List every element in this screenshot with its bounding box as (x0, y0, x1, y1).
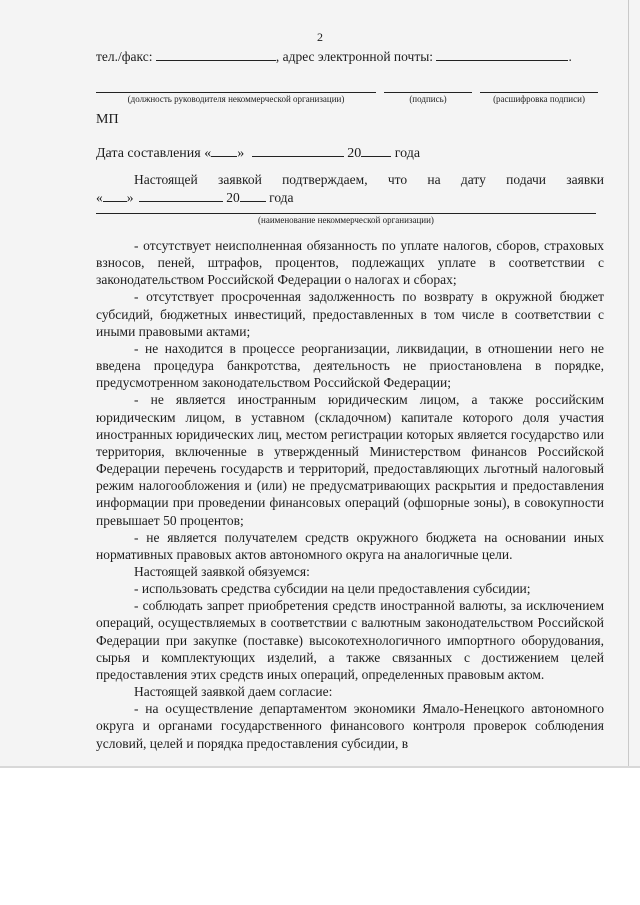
paragraph: - не является иностранным юридическим лицом, а также российским юридическим лицом, в уставном (складочном) капитале которого доля участия иностранных юридических лиц, местом регистрации которых является государство или территория, включенные в утвержденный Министерством финансов Российской Федерации перечень государств и территорий, предоставляющих льготный налоговый режим налогообложения и (или) не предусматривающих раскрытия и предоставления информации при проведении финансовых операций (офшорные зоны), в совокупности превышает 50 процентов; (96, 392, 604, 528)
signature-line (384, 91, 472, 93)
paragraph: - на осуществление департаментом экономики Ямало-Ненецкого автономного округа и органами государственного финансового контроля проверок соблюдения условий, целей и порядка предоставления субсидии, в (96, 701, 604, 751)
position-line (96, 91, 376, 93)
confirm-year-suffix: года (269, 190, 294, 205)
date-year-suffix: года (394, 146, 421, 161)
confirm-word: подтверждаем, (282, 172, 368, 187)
paragraph: - отсутствует просроченная задолженность по возврату в окружной бюджет субсидий, бюджетных инвестиций, предоставленных в том числе в соответствии с иными правовыми актами; (96, 289, 604, 339)
end-mark: . (568, 49, 572, 64)
date-year-prefix: 20 (347, 146, 362, 161)
confirm-open-quote: « (96, 190, 103, 205)
confirm-line (96, 172, 604, 188)
org-name-line (96, 212, 596, 214)
paragraph: - использовать средства субсидии на цели предоставления субсидии; (134, 581, 531, 597)
confirm-word: подачи (506, 172, 547, 187)
confirm-word: заявки (566, 172, 604, 187)
confirm-year-prefix: 20 (226, 190, 240, 205)
paragraph: Настоящей заявкой обязуемся: (134, 563, 310, 579)
paragraph: - не находится в процессе реорганизации, ликвидации, в отношении него не введена процедура банкротства, деятельность не приостановлена в порядке, предусмотренном законодательством Российской Федерации; (96, 340, 604, 391)
confirm-close-quote: » (126, 190, 134, 205)
date-line (96, 143, 604, 162)
day-blank (211, 143, 237, 157)
org-caption: (наименование некоммерческой организации) (258, 215, 434, 225)
confirm-word: что (387, 172, 408, 187)
decoding-caption: (расшифровка подписи) (493, 94, 585, 104)
decoding-line (480, 91, 598, 93)
page-number: 2 (317, 30, 323, 44)
confirm-date-line (96, 188, 604, 206)
confirm-word: заявкой (218, 172, 262, 187)
confirm-word: Настоящей (134, 172, 198, 187)
paragraph: - не является получателем средств окружного бюджета на основании иных нормативных правовых актов автономного округа на аналогичные цели. (96, 529, 604, 562)
confirm-word: дату (460, 172, 486, 187)
date-close-quote: » (237, 146, 245, 161)
confirm-year-blank (240, 188, 266, 202)
date-label: Дата составления « (96, 146, 212, 161)
page-edge (628, 0, 629, 766)
position-caption: (должность руководителя некоммерческой организации) (127, 94, 345, 104)
confirm-day-blank (103, 188, 127, 202)
paragraph: - соблюдать запрет приобретения средств иностранной валюты, за исключением операций, осуществляемых в соответствии с валютным законодательством Российской Федерации при закупке (поставке) высокотехнологичного импортного оборудования, сырья и комплектующих изделий, а также связанных с достижением целей предоставления этих средств иных операций, определенных правовым актом. (96, 598, 604, 682)
email-blank (436, 47, 568, 61)
confirm-word: на (427, 172, 441, 187)
email-label: , адрес электронной почты: (275, 49, 434, 64)
body-text (96, 237, 604, 752)
paragraph: - отсутствует неисполненная обязанность по уплате налогов, сборов, страховых взносов, пеней, штрафов, процентов, подлежащих уплате в соответствии с законодательством Российской Федерации о налогах и сборах; (96, 238, 604, 288)
signature-caption: (подпись) (409, 94, 447, 104)
phone-blank (156, 47, 276, 61)
stamp-label: МП (96, 112, 119, 127)
month-blank (252, 143, 344, 157)
contacts-line (96, 47, 604, 65)
confirm-month-blank (139, 188, 223, 202)
phone-label: тел./факс: (96, 49, 153, 64)
paragraph: Настоящей заявкой даем согласие: (134, 684, 333, 700)
year-blank (361, 143, 391, 157)
